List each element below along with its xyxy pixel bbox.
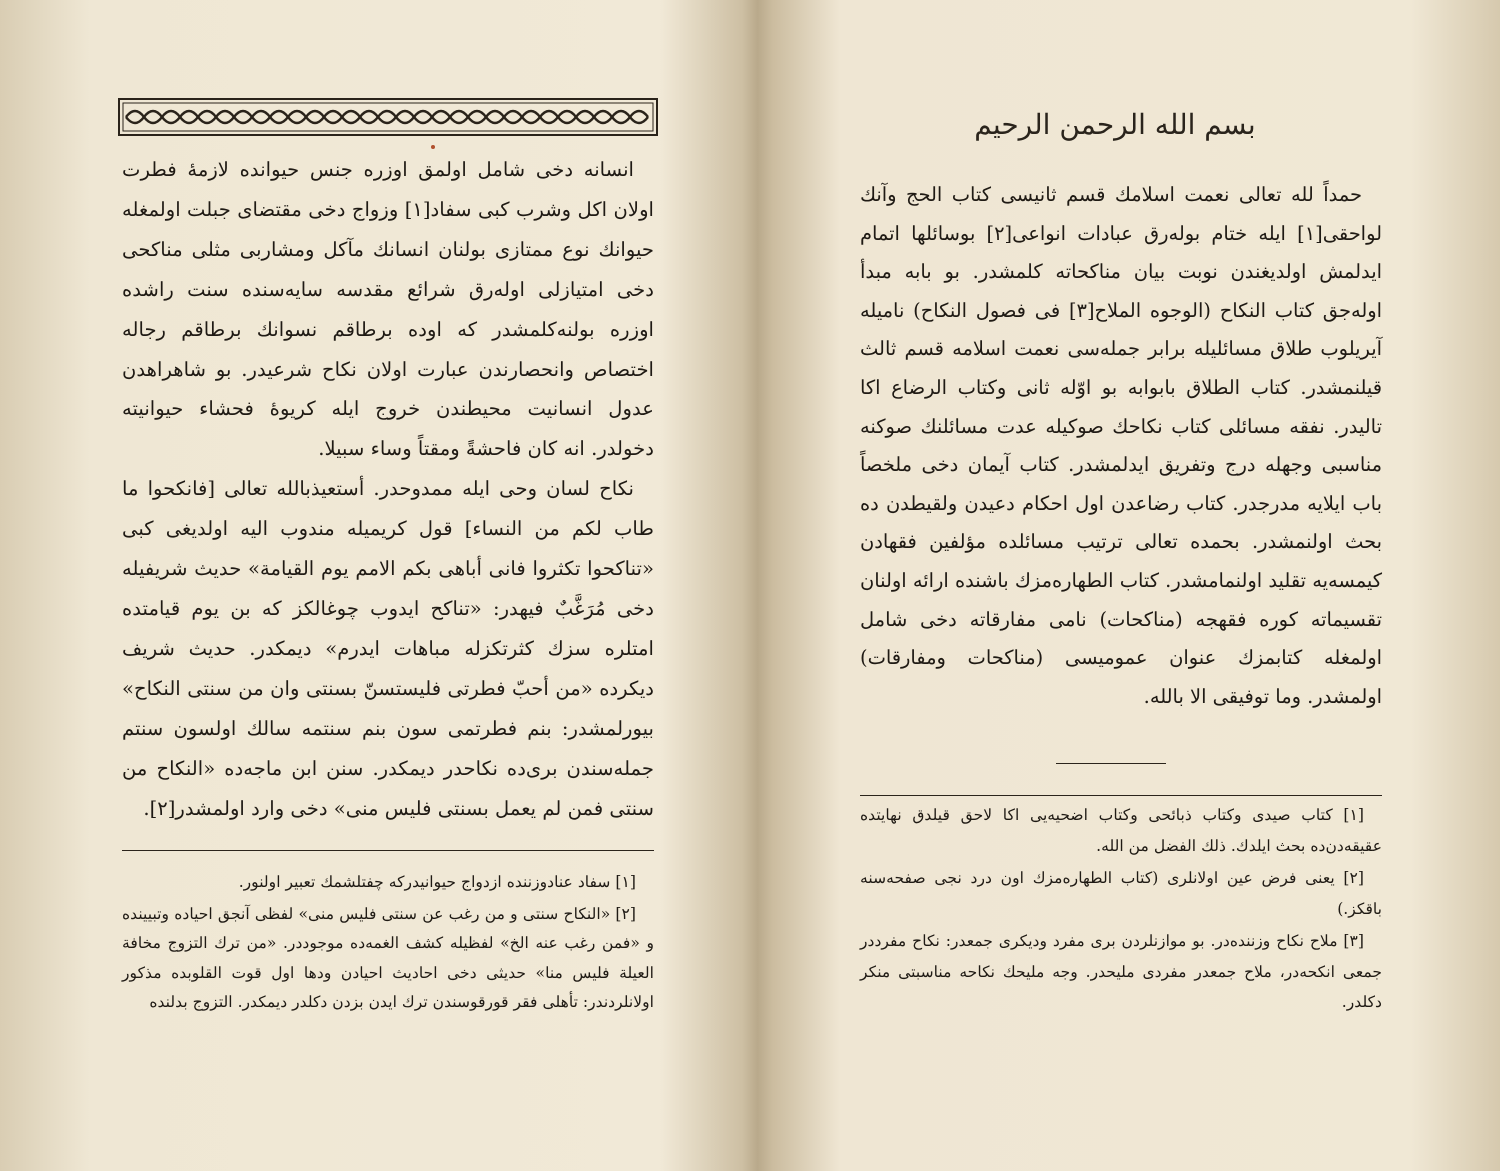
right-footnotes	[860, 800, 1382, 1020]
right-paragraph-1: حمداً لله تعالی نعمت اسلامك قسم ثانیسی کتاب الحج وآنك لواحقی[١] ایله ختام بوله‌رق عبادات انواعی[٢] بوسائلها اتمام ایدلمش اولدیغندن نوبت بیان مناکحاته کلمشدر. بو بابه مبدأ اوله‌جق کتاب النکاح (الوجوه الملاح[٣] فی فصول النکاح) نامیله آیریلوب طلاق مسائلیله برابر جمله‌سی نعمت اسلامه قسم ثالث قیلنمشدر. کتاب الطلاق بابوابه بو اوّله ثانی وکتاب الرضاع اکا تالیدر. نفقه مسائلی کتاب نکاحك صوکیله عدت مسائلنك صوکنه مناسبی وجهله درج وتفریق ایدلمشدر. کتاب آیمان دخی ملخصاً باب ایلایه مدرجدر. کتاب رضاعدن اول احکام دعیدن ولقیطدن ده بحث اولنمشدر. بحمده تعالی ترتیب مسائلده مؤلفین فقهادن کیمسه‌یه تقلید اولنمامشدر. کتاب الطهاره‌مزك باشنده ارائه اولنان تقسیماته کوره فقهجه (مناکحات) نامی مفارقاته دخی شامل اولمغله کتابمزك عنوان عمومیسی (مناکحات ومفارقات) اولمشدر. وما توفیقی الا بالله.	[860, 183, 1382, 708]
right-page	[750, 0, 1500, 1171]
right-footnote-2: [٢] یعنی فرض عین اولانلری (کتاب الطهاره‌مزك اون درد نجی صفحه‌سنه باقکز.)	[860, 869, 1382, 918]
right-footnote-3: [٣] ملاح نکاح وزننده‌در. بو موازنلردن بری مفرد ودیکری جمعدر: نکاح مفرددر جمعی انکحه‌در، ملاح جمعدر مفردی ملیحدر. وجه ملیحك نکاحه مناسبتی منکر دکلدر.	[860, 932, 1382, 1011]
right-footnote-rule	[860, 795, 1382, 796]
left-paragraph-1: انسانه دخی شامل اولمق اوزره جنس حیوانده لازمهٔ فطرت اولان اکل وشرب کبی سفاد[١] وزواج دخی مقتضای جبلت اولمغله حیوانك نوع ممتازی بولنان انسانك مآکل ومشاربی مثلی مناکحی دخی امتیازلی اوله‌رق شرائع مقدسه سایه‌سنده سنت راشده اوزره بولنه‌کلمشدر که اوده برطاقم نسوانك برطاقم رجاله اختصاص وانحصارندن عبارت اولان نکاح شرعیدر. بو شاهراهدن عدول انسانیت محیطندن خروج ایله کریوهٔ فحشاء حیوانیته دخولدر. انه کان فاحشةً ومقتاً وساء سبیلا.	[122, 158, 655, 461]
ink-dot	[431, 145, 435, 149]
right-body-text	[860, 176, 1382, 716]
left-footnote-rule	[122, 850, 654, 851]
basmala-heading: بسم الله الرحمن الرحیم	[974, 108, 1256, 141]
left-footnotes	[122, 868, 654, 1020]
section-end-rule	[1056, 763, 1166, 764]
left-footnote-2: [٢] «النکاح سنتی و من رغب عن سنتی فلیس منی» لفظی آنجق احیاده وتبیینده و «فمن رغب عنه الخ» لفظیله کشف الغمه‌ده موجوددر. «من ترك التزوج مخافة العیلة فلیس منا» حدیثی دخی احادیث احیادن ودها اول قوت القلوبده مذکور اولانلردندر: تأهلی فقر قورقوسندن ترك ایدن بزدن دکلدر دیمکدر. التزوج بدلنده	[122, 904, 654, 1011]
right-footnote-1: [١] کتاب صیدی وکتاب ذبائحی وکتاب اضحیه‌یی اکا لاحق قیلدق نهایتده عقیقه‌دن‌ده بحث ایلدك. ذلك الفضل من الله.	[860, 806, 1382, 855]
left-footnote-1: [١] سفاد عنادوزننده ازدواج حیوانیدرکه چفتلشمك تعبیر اولنور.	[238, 873, 636, 891]
left-paragraph-2: نکاح لسان وحی ایله ممدوحدر. أستعیذبالله تعالی [فانکحوا ما طاب لکم من النساء] قول کریمیله مندوب الیه اولدیغی کبی «تناکحوا تکثروا فانی أباهی بکم الامم یوم القیامة» حدیث شریفیله دخی مُرَغَّبٌ فیهدر: «تناکح ایدوب چوغالکز که بن یوم قیامتده امتلره سزك کثرتکزله مباهات ایدرم» دیمکدر. حدیث شریف دیکرده «من أحبّ فطرتی فلیستسنّ بسنتی وان من سنتی النکاح» بیورلمشدر: بنم فطرتمی سون بنم سنتمه سالك اولسون سنتم جمله‌سندن بری‌ده نکاحدر دیمکدر. سنن ابن ماجه‌ده «النکاح من سنتی فمن لم یعمل بسنتی فلیس منی» دخی وارد اولمشدر[٢].	[122, 477, 654, 820]
ornamental-header-band	[118, 98, 658, 136]
left-body-text	[122, 150, 654, 828]
